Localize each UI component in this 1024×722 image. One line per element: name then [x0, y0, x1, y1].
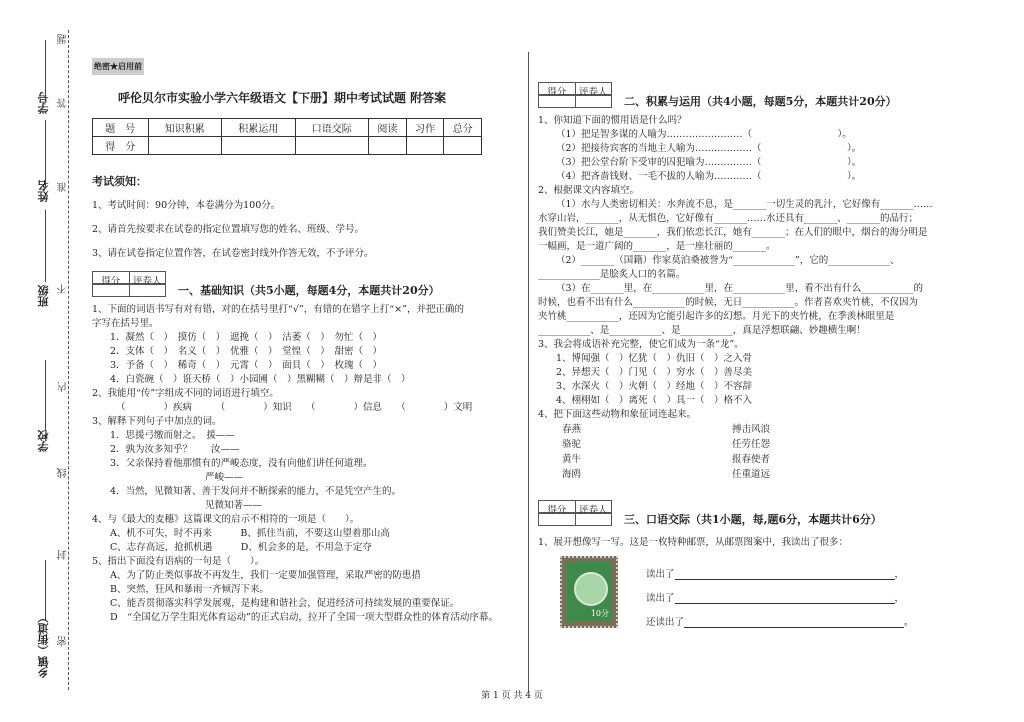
score-table-cell[interactable]: 得 分: [93, 137, 149, 155]
question-line: 1、下面的词语书写有对有错，对的在括号里打“√”，有错的在错字上打“×”，并把正确的: [92, 304, 464, 315]
grader-box: [538, 82, 982, 108]
question-line: 夹竹桃___________，还因为它能引起许多的幻想。月光下的夹竹桃，在季羡林眼里是: [538, 311, 895, 322]
notice-item: 1、考试时间：90分钟，本卷满分为100分。: [92, 200, 281, 211]
match-animal[interactable]: 黄牛: [562, 454, 582, 465]
grader-label: 评卷人: [578, 87, 608, 98]
column-divider: [528, 52, 529, 692]
stamp-area: [538, 556, 982, 656]
question-line: 4、把下面这些动物和象征词连起来。: [538, 409, 697, 420]
match-pairs: [538, 422, 982, 482]
label-school: 学校: [37, 430, 50, 452]
seal-char: 答: [58, 98, 69, 108]
question-line: 4、栩栩如（ ）离死（ ）具一（ ）格不入: [556, 395, 753, 406]
question-line: （2）_______（国籍）作家莫泊桑被誉为“_____________”，它的_____________、: [556, 255, 900, 266]
right-column: [538, 82, 982, 656]
notice-item: 2、请首先按要求在试卷的指定位置填写您的姓名、班级、学号。: [92, 224, 365, 235]
question-line: 4．白瓷碗（ ）诳天桥（ ）小园圃（ ）黑糊糊（ ）辩是非（ ）: [110, 374, 411, 385]
label-class: 班级: [37, 285, 50, 307]
score-table-cell[interactable]: [222, 137, 295, 155]
answer-line-2[interactable]: 读出了 ，: [646, 593, 905, 604]
question-line: 1．思援弓缴而射之。 援——: [110, 430, 235, 441]
question-line: 4．当然，见微知著、善于发问并不断探索的能力，不是凭空产生的。: [110, 486, 402, 497]
section-1-body: [92, 303, 524, 625]
question-line: 1、博闻强（ ）忆犹（ ）仇旧（ ）之入骨: [556, 353, 753, 364]
stamp-image: [560, 556, 618, 628]
question-line: 2．孰为汝多知乎？ 汝——: [110, 444, 240, 455]
score-table-header: 总分: [444, 119, 482, 137]
question-line: 5、指出下面没有语病的一句是（ ）。: [92, 556, 265, 567]
score-label: 得分: [539, 83, 576, 94]
match-symbol[interactable]: 任劳任怨: [732, 439, 771, 450]
label-name: 姓名: [37, 180, 50, 202]
class-field[interactable]: [45, 210, 46, 282]
seal-char: 密: [58, 636, 69, 646]
question-line: 2、异想天（ ）门见（ ）穷水（ ）善尽美: [556, 367, 753, 378]
question-line: 3、解释下列句子中加点的词。: [92, 416, 222, 427]
stamp-value: 10分: [590, 609, 609, 618]
notice-heading: 考试须知：: [92, 175, 147, 188]
score-label: 得分: [539, 501, 576, 512]
question-line: 3、我会将成语补充完整，使它们成为一条“龙”。: [538, 339, 744, 350]
label-student-id: 学号: [37, 92, 50, 114]
match-animal[interactable]: 海鸥: [562, 469, 582, 480]
question-line: （1）把足智多谋的人喻为……………………（ ）。: [556, 129, 852, 140]
question-line: 我们赞美长江，她是_______，我们依恋长江，她有_______；在人们的眼中，烟台的海分明是: [538, 227, 928, 238]
exam-title: 呼伦贝尔市实验小学六年级语文【下册】期中考试试题 附答案: [118, 91, 447, 105]
seal-char: 不: [58, 284, 69, 294]
school-field[interactable]: [45, 360, 46, 430]
question-line: A、为了防止类似事故不再发生，我们一定要加强管理，采取严密的防患措: [110, 570, 421, 581]
score-table: [92, 118, 482, 155]
township-field[interactable]: [45, 560, 46, 620]
question-line: C、能否贯彻落实科学发展观，是构建和谐社会，促进经济可持续发展的重要保证。: [110, 598, 460, 609]
question-line: 一幅画，是一道广阔的_______，是一座壮丽的_______。: [538, 241, 776, 252]
question-line: （3）在_______里，在___________里，在___________里，看不出有什么___________的: [556, 283, 924, 294]
left-column: [92, 52, 524, 625]
question-line: （3）把公堂台阶下受审的囚犯喻为……………（ ）。: [556, 157, 862, 168]
question-line: 2．支体（ ） 名义（ ） 优雅（ ） 堂惶（ ） 甜密（ ）: [110, 346, 383, 357]
secret-badge: 绝密★启用前: [92, 58, 144, 75]
score-table-cell[interactable]: [295, 137, 368, 155]
match-symbol[interactable]: 报春使者: [732, 454, 771, 465]
question-line: ___________、是___________、是___________，真是浮想联翩、妙趣横生啊！: [538, 325, 866, 336]
score-table-cell[interactable]: [444, 137, 482, 155]
name-field[interactable]: [45, 120, 46, 188]
question-line: （1）水与人类密切相关：水奔流不息，是_______一切生灵的乳汁，它好像有_______……: [556, 199, 933, 210]
question-line: 2、根据课文内容填空。: [538, 185, 640, 196]
student-id-field[interactable]: [45, 40, 46, 100]
question-line: _____________是脍炙人口的名篇。: [538, 269, 686, 280]
question-line: （ ）疾病 （ ）知识 （ ）信息 （ ）文明: [116, 402, 473, 413]
question-line: 3、水深火（ ）火朝（ ）经地（ ）不容辞: [556, 381, 753, 392]
question-line: 水穿山岩，_______，从无惧色，它好像有_______……水还具有_______、_______的品行；: [538, 213, 919, 224]
score-table-header: 知识积累: [148, 119, 221, 137]
score-table-cell[interactable]: [369, 137, 407, 155]
question-line: A、机不可失，时不再来 B、抓住当前，不要这山望着那山高: [110, 528, 390, 539]
seal-char: 内: [58, 382, 69, 392]
answer-line-3[interactable]: 还读出了 。: [646, 617, 914, 628]
label-township: 乡镇（街道）: [37, 612, 50, 678]
question-line: （4）把吝啬钱财、一毛不拔的人喻为…………（ ）。: [556, 171, 862, 182]
score-table-header: 阅读: [369, 119, 407, 137]
answer-line-1[interactable]: 读出了 ，: [646, 569, 905, 580]
question-line: C、志存高远，抢抓机遇 D、机会多的是，不用急于定夺: [110, 542, 372, 553]
question-line: 字写在括号里。: [92, 318, 159, 329]
score-table-header: 口语交际: [295, 119, 368, 137]
score-table-header: 习作: [406, 119, 444, 137]
page-footer: 第 1 页 共 4 页: [481, 691, 543, 701]
seal-char: 准: [58, 182, 69, 192]
score-table-header: 积累运用: [222, 119, 295, 137]
question-line: 2、我能用“传”字组成不同的词语进行填空。: [92, 388, 279, 399]
question-line: 见微知著——: [110, 500, 263, 511]
section-2-body: [538, 114, 982, 422]
notice-list: [92, 199, 524, 261]
notice-item: 3、请在试卷指定位置作答，在试卷密封线外作答无效，不予评分。: [92, 248, 374, 259]
globe-icon: [574, 572, 608, 606]
question-line: （2）把接待宾客的当地主人喻为………………（ ）。: [556, 143, 862, 154]
binding-margin: [0, 0, 80, 722]
question-line: B、突然，狂风和暴雨一齐倾泻下来。: [110, 584, 269, 595]
question-line: 3．父亲保持着他那惯有的严峻态度，没有向他们讲任何道理。: [110, 458, 373, 469]
score-label: 得分: [93, 272, 130, 283]
section-3-title: 三、口语交际（共1小题，每,题6分，本题共计6分）: [624, 513, 882, 526]
seal-char: 封: [58, 550, 69, 560]
question-line: 严峻——: [110, 472, 244, 483]
seal-char: 线: [58, 468, 69, 478]
question-line: 1、你知道下面的惯用语是什么吗？: [538, 115, 687, 126]
score-table-header: 题 号: [93, 119, 149, 137]
seal-char: 题: [58, 34, 69, 44]
match-animal[interactable]: 春燕: [562, 424, 582, 435]
question-line: 4、与《最大的麦穗》这篇课文的启示不相符的一项是（ ）。: [92, 514, 360, 525]
match-symbol[interactable]: 搏击风浪: [732, 424, 771, 435]
section-2-title: 二、积累与运用（共4小题，每题5分，本题共计20分）: [624, 95, 897, 108]
seal-line: [68, 30, 69, 690]
grader-label: 评卷人: [132, 276, 162, 287]
grader-box: [538, 500, 982, 526]
match-animal[interactable]: 骆驼: [562, 439, 582, 450]
question-line: 时候，也看不出有什么___________的时候，无日___________。作者喜欢夹竹桃，不仅因为: [538, 297, 919, 308]
score-table-cell[interactable]: [148, 137, 221, 155]
question-line: 3．予备（ ） 稀奇（ ） 元霄（ ） 面貝（ ） 枚瑰（ ）: [110, 360, 383, 371]
score-table-cell[interactable]: [406, 137, 444, 155]
match-symbol[interactable]: 任重道远: [732, 469, 771, 480]
question-line: D “全国亿万学生阳光体育运动”的正式启动，拉开了全国一项大型群众性的体育活动序幕。: [110, 612, 498, 623]
question-line: 1．凝然（ ） 摸仿（ ） 遮挽（ ） 沽萎（ ） 勿忙（ ）: [110, 332, 383, 343]
grader-label: 评卷人: [578, 505, 608, 516]
section-3-question: 1、展开想像写一写。这是一枚特种邮票，从邮票图案中，我读出了很多：: [538, 537, 849, 548]
section-1-title: 一、基础知识（共5小题，每题4分，本题共计20分）: [178, 284, 440, 297]
grader-box: [92, 271, 524, 297]
